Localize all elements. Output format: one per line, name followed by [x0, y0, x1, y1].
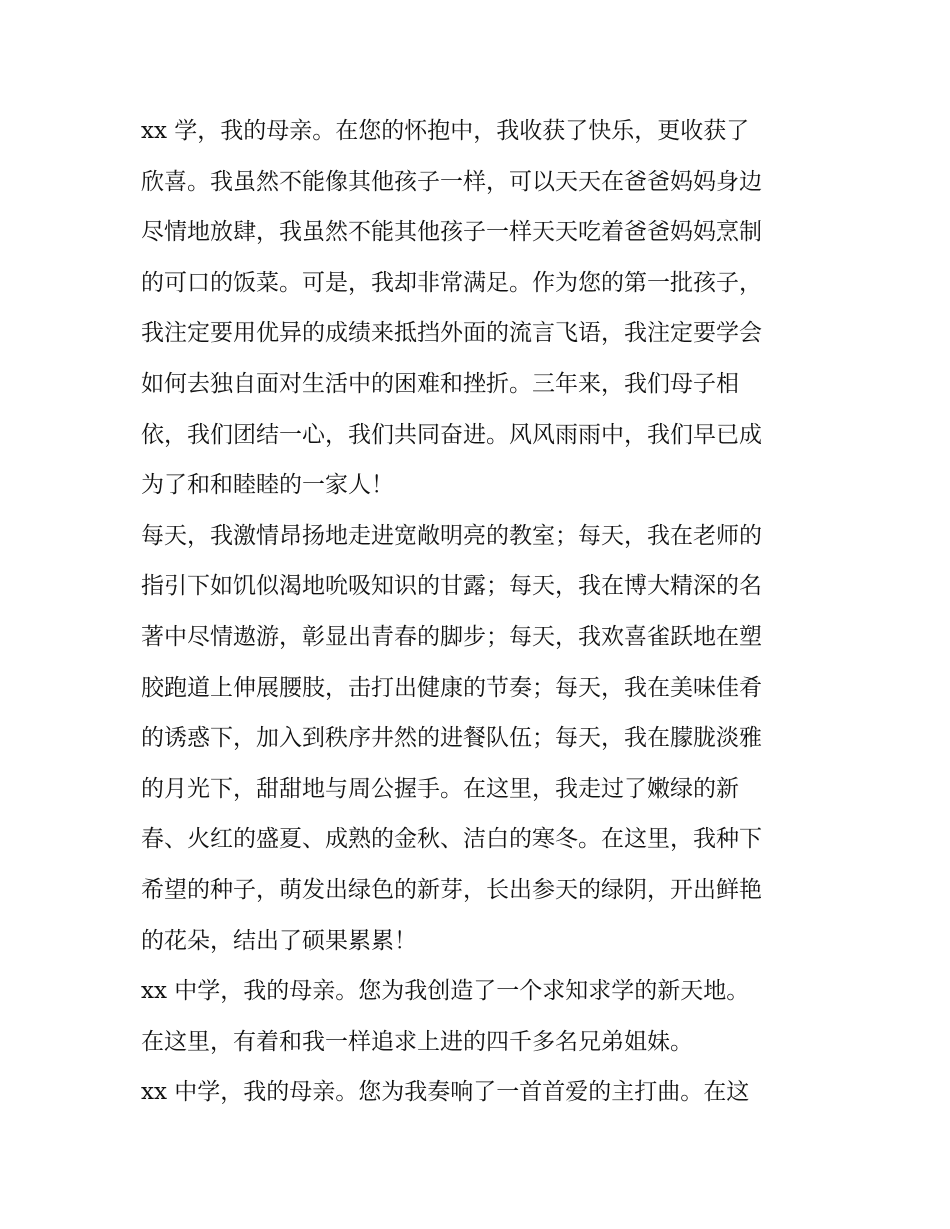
- text-line: 的月光下，甜甜地与周公握手。在这里，我走过了嫩绿的新: [141, 775, 739, 802]
- text-line: 希望的种子，萌发出绿色的新芽，长出参天的绿阴，开出鲜艳: [141, 876, 762, 903]
- text-line: 为了和和睦睦的一家人！: [141, 472, 394, 499]
- text-line: 春、火红的盛夏、成熟的金秋、洁白的寒冬。在这里，我种下: [141, 826, 762, 853]
- text-line: 的可口的饭菜。可是，我却非常满足。作为您的第一批孩子，: [141, 269, 762, 296]
- text-line: 胶跑道上伸展腰肢，击打出健康的节奏；每天，我在美味佳肴: [141, 674, 762, 701]
- text-line: 的花朵，结出了硕果累累！: [141, 927, 417, 954]
- text-line: 的诱惑下，加入到秩序井然的进餐队伍；每天，我在朦胧淡雅: [141, 725, 762, 752]
- text-line: 尽情地放肆，我虽然不能其他孩子一样天天吃着爸爸妈妈烹制: [141, 219, 762, 246]
- text-line: 欣喜。我虽然不能像其他孩子一样，可以天天在爸爸妈妈身边: [141, 168, 762, 195]
- body-text: [141, 106, 821, 1118]
- text-line: 著中尽情遨游，彰显出青春的脚步；每天，我欢喜雀跃地在塑: [141, 623, 762, 650]
- text-line: 如何去独自面对生活中的困难和挫折。三年来，我们母子相: [141, 370, 739, 397]
- text-line: 依，我们团结一心，我们共同奋进。风风雨雨中，我们早已成: [141, 421, 762, 448]
- text-line: 每天，我激情昂扬地走进宽敞明亮的教室；每天，我在老师的: [141, 522, 762, 549]
- text-line: xx 学，我的母亲。在您的怀抱中，我收获了快乐，更收获了: [141, 118, 750, 144]
- text-line: 在这里，有着和我一样追求上进的四千多名兄弟姐妹。: [141, 1028, 693, 1055]
- text-line: xx 中学，我的母亲。您为我奏响了一首首爱的主打曲。在这: [141, 1079, 750, 1106]
- text-line: 我注定要用优异的成绩来抵挡外面的流言飞语，我注定要学会: [141, 320, 762, 347]
- text-line: xx 中学，我的母亲。您为我创造了一个求知求学的新天地。: [141, 978, 750, 1005]
- text-line: 指引下如饥似渴地吮吸知识的甘露；每天，我在博大精深的名: [141, 573, 762, 600]
